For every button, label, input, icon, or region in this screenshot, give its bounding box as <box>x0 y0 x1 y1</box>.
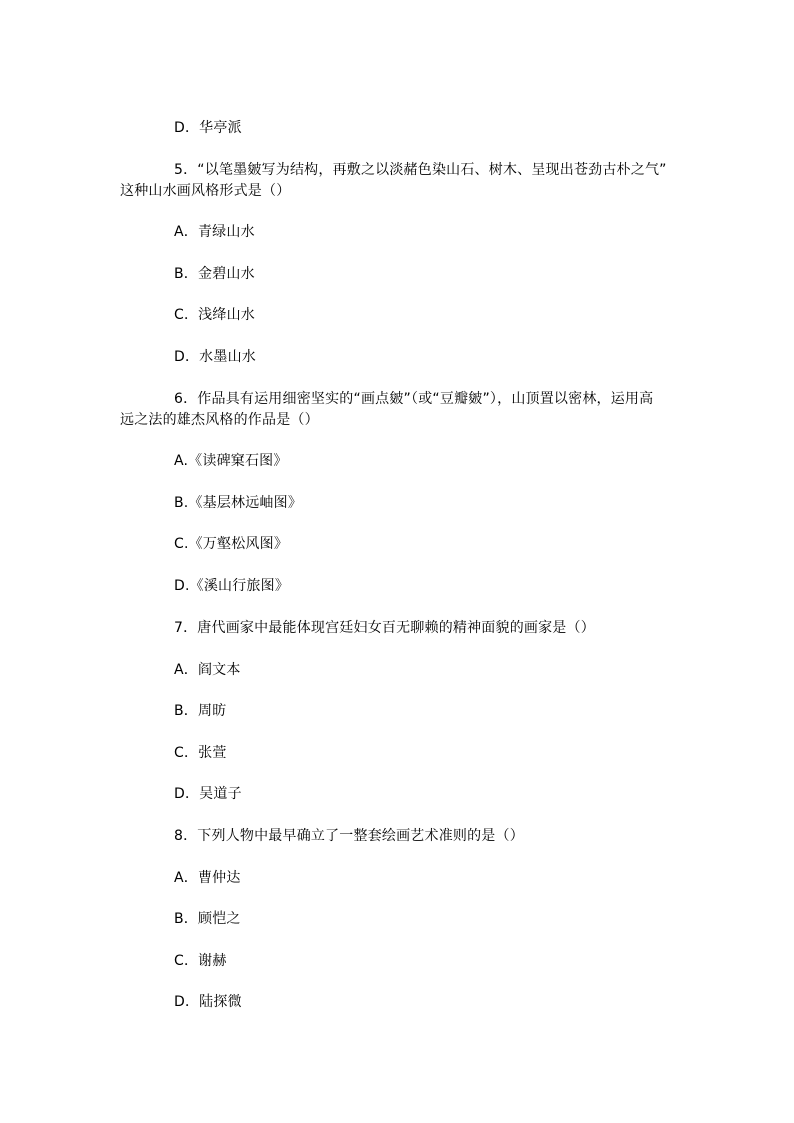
question-8-option-c: C．谢赫 <box>174 953 227 969</box>
question-8-option-a: A．曹仲达 <box>174 870 241 886</box>
question-6-option-d: D.《溪山行旅图》 <box>174 578 290 594</box>
question-5-option-c: C．浅绛山水 <box>174 307 255 323</box>
question-6-text-cont: 远之法的雄杰风格的作品是（） <box>120 412 319 428</box>
question-5-text: 5．“以笔墨皴写为结构，再敷之以淡赭色染山石、树木、呈现出苍劲古朴之气” <box>174 162 667 178</box>
question-7-text: 7．唐代画家中最能体现宫廷妇女百无聊赖的精神面貌的画家是（） <box>174 620 595 636</box>
question-5-option-b: B．金碧山水 <box>174 266 255 282</box>
question-5-option-d: D．水墨山水 <box>174 349 256 365</box>
question-7-option-a: A．阎文本 <box>174 662 241 678</box>
question-5-option-a: A．青绿山水 <box>174 224 255 240</box>
question-6-text: 6．作品具有运用细密坚实的“画点皴”（或“豆瓣皴”），山顶置以密林，运用高 <box>174 391 654 407</box>
question-7-option-c: C．张萱 <box>174 745 227 761</box>
question-5-text-cont: 这种山水画风格形式是（） <box>120 183 291 199</box>
question-6-option-a: A.《读碑窠石图》 <box>174 453 288 469</box>
question-6-option-b: B.《基层林远岫图》 <box>174 495 303 511</box>
question-7-option-b: B．周昉 <box>174 703 227 719</box>
question-6-option-c: C.《万壑松风图》 <box>174 536 289 552</box>
question-7-option-d: D．吴道子 <box>174 786 242 802</box>
question-8-text: 8．下列人物中最早确立了一整套绘画艺术准则的是（） <box>174 828 524 844</box>
question-8-option-b: B．顾恺之 <box>174 911 241 927</box>
question-8-option-d: D．陆探微 <box>174 994 242 1010</box>
option-d-prev: D．华亭派 <box>174 120 242 136</box>
